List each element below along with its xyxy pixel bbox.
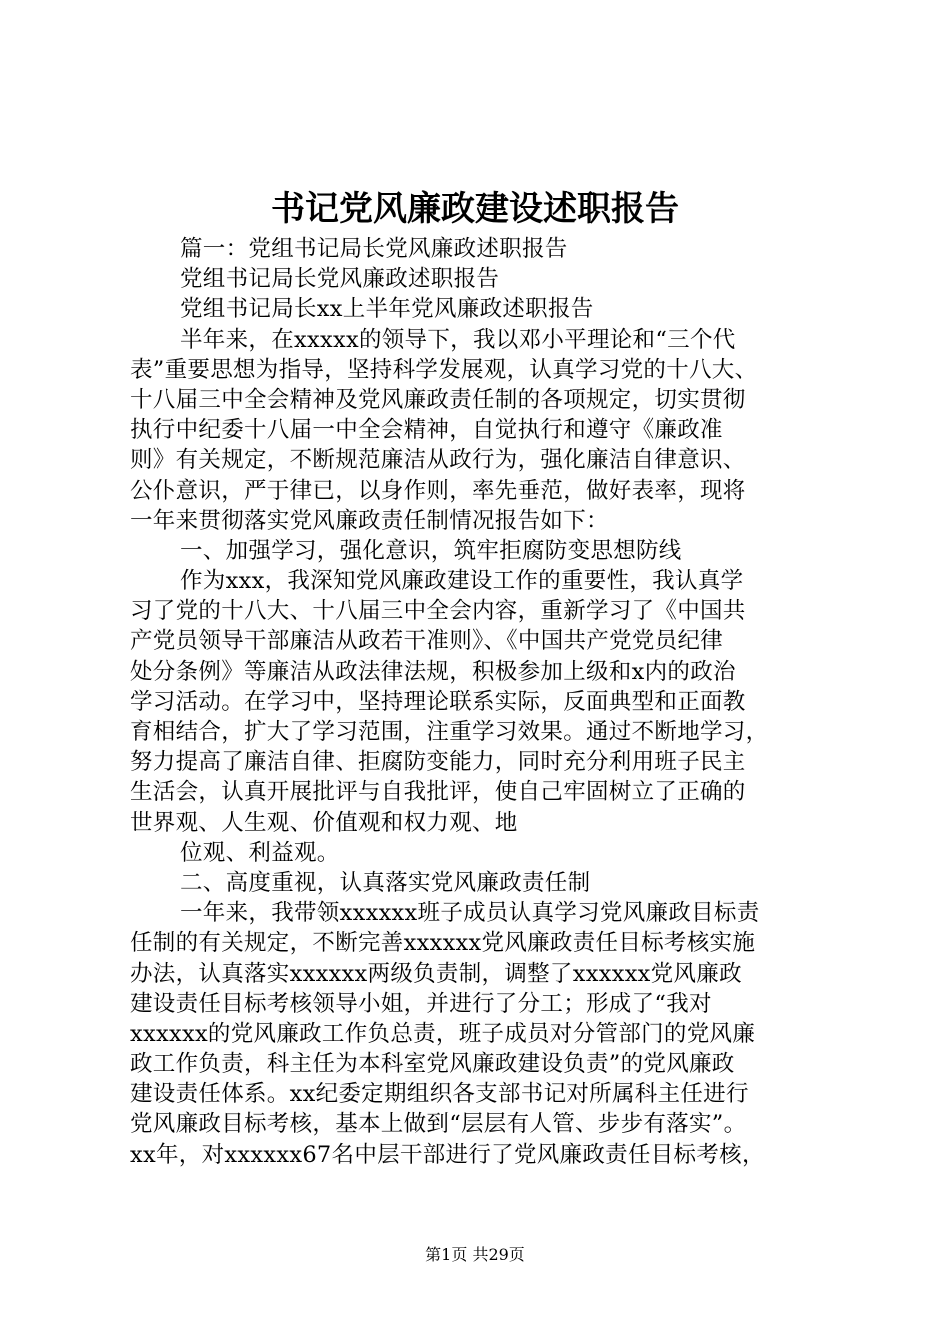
body-line: 表”重要思想为指导，坚持科学发展观，认真学习党的十八大、: [130, 356, 758, 383]
body-line: 建设责任目标考核领导小姐，并进行了分工；形成了“我对: [130, 990, 712, 1017]
body-line: 学习活动。在学习中，坚持理论联系实际，反面典型和正面教: [130, 688, 746, 715]
body-line: 执行中纪委十八届一中全会精神，自觉执行和遵守《廉政准: [130, 417, 723, 444]
body-line: xxxxxx的党风廉政工作负总责，班子成员对分管部门的党风廉: [130, 1020, 756, 1047]
body-line: 习了党的十八大、十八届三中全会内容，重新学习了《中国共: [130, 598, 746, 625]
document-body: [130, 234, 842, 1170]
body-line: 位观、利益观。: [180, 839, 340, 866]
body-line: 半年来，在xxxxx的领导下，我以邓小平理论和“三个代: [180, 326, 736, 353]
body-line: 二、高度重视，认真落实党风廉政责任制: [180, 869, 591, 896]
body-line: 努力提高了廉洁自律、拒腐防变能力，同时充分利用班子民主: [130, 749, 746, 776]
body-line: 处分条例》等廉洁从政法律法规，积极参加上级和x内的政治: [130, 658, 736, 685]
body-line: xx年，对xxxxxx67名中层干部进行了党风廉政责任目标考核，: [130, 1141, 765, 1168]
body-line: 一、加强学习，强化意识，筑牢拒腐防变思想防线: [180, 537, 682, 564]
body-line: 党组书记局长党风廉政述职报告: [180, 266, 500, 293]
body-line: 办法，认真落实xxxxxx两级负责制，调整了xxxxxx党风廉政: [130, 960, 742, 987]
body-line: 作为xxx，我深知党风廉政建设工作的重要性，我认真学: [180, 568, 744, 595]
body-line: 一年来，我带领xxxxxx班子成员认真学习党风廉政目标责: [180, 900, 760, 927]
body-line: 篇一：党组书记局长党风廉政述职报告: [180, 236, 568, 262]
body-line: 任制的有关规定，不断完善xxxxxx党风廉政责任目标考核实施: [130, 930, 756, 957]
body-line: 建设责任体系。xx纪委定期组织各支部书记对所属科主任进行: [130, 1081, 749, 1108]
body-line: 政工作负责，科主任为本科室党风廉政建设负责”的党风廉政: [130, 1051, 735, 1078]
body-line: 公仆意识，严于律已，以身作则，率先垂范，做好表率，现将: [130, 477, 746, 504]
body-line: 党风廉政目标考核，基本上做到“层层有人管、步步有落实”。: [130, 1111, 747, 1138]
body-line: 育相结合，扩大了学习范围，注重学习效果。通过不断地学习，: [130, 719, 769, 745]
body-line: 生活会，认真开展批评与自我批评，使自己牢固树立了正确的: [130, 779, 746, 806]
body-line: 世界观、人生观、价值观和权力观、地: [130, 809, 518, 836]
page-footer: 第1页 共29页: [425, 1245, 525, 1264]
body-line: 则》有关规定，不断规范廉洁从政行为，强化廉洁自律意识、: [130, 447, 746, 474]
body-line: 十八届三中全会精神及党风廉政责任制的各项规定，切实贯彻: [130, 386, 746, 413]
body-line: 党组书记局长xx上半年党风廉政述职报告: [180, 296, 594, 323]
body-line: 一年来贯彻落实党风廉政责任制情况报告如下：: [130, 507, 609, 534]
body-line: 产党员领导干部廉洁从政若干准则》、《中国共产党党员纪律: [130, 628, 724, 655]
document-title: 书记党风廉政建设述职报告: [271, 189, 679, 229]
